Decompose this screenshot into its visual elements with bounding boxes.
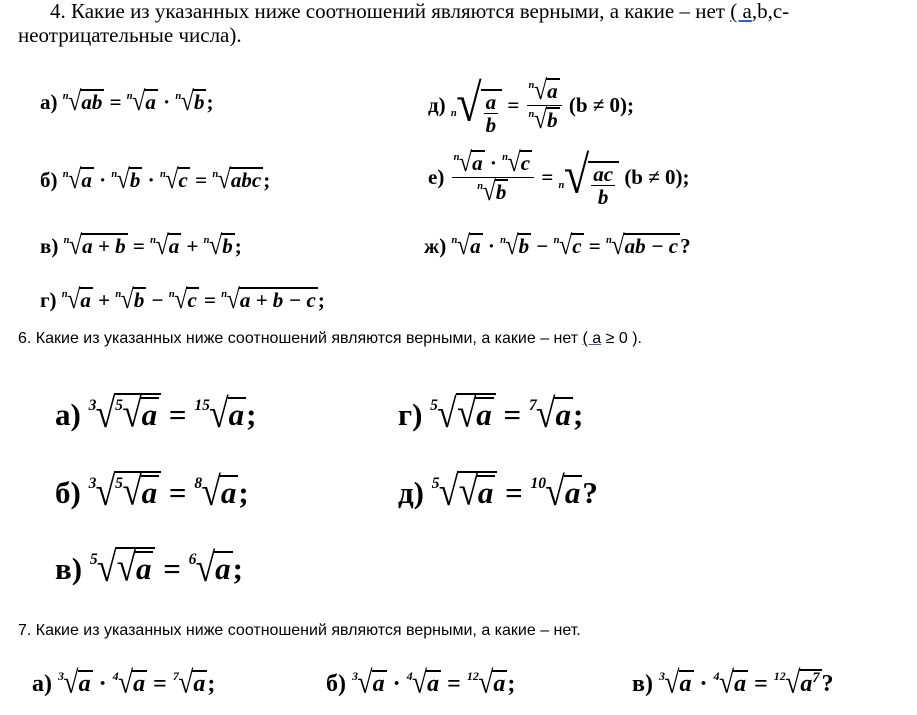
- item-label: б): [326, 671, 346, 697]
- item-label: г): [398, 397, 423, 432]
- item-tail: ;: [263, 168, 271, 192]
- task6-header: [18, 330, 642, 348]
- item-label: д): [428, 93, 446, 118]
- task4-item-a: а) $^n$√ab = $^n$√a · $^n$√b;: [40, 85, 214, 117]
- item-tail: ;: [234, 234, 242, 258]
- item-label: е): [428, 165, 445, 190]
- task4-header-line2: неотрицательные числа).: [18, 23, 242, 47]
- task4-header-end: ,b,c-: [751, 0, 790, 23]
- task4-item-zh: ж) $^n$√a · $^n$√b − $^n$√c = $^n$√ab − c?: [424, 229, 691, 261]
- task7-item-a: а) $^3$√a · $^4$√a = $^7$√a;: [32, 663, 216, 700]
- item-label: а): [55, 397, 81, 432]
- task4-header-link[interactable]: ( a: [730, 0, 752, 23]
- item-label: б): [55, 475, 81, 510]
- task6-item-b: б) $^3$√$^5$√a = $^8$√a;: [55, 467, 249, 514]
- task6-item-d: д) $^5$√√a = $^{10}$√a?: [398, 467, 598, 514]
- task4-item-e: е) $\frac{^n√a \cdot ^n√c}{^n√b}$ = n√ $\frac{ac}{b}$ (b ≠ 0);: [428, 145, 690, 209]
- item-tail: ;: [206, 90, 214, 114]
- task7-item-v: в) $^3√a \cdot ^4√a = ^{12}√a^7$?: [632, 663, 834, 700]
- item-tail: ;: [572, 397, 584, 432]
- task7-item-b: б) $^3$√a · $^4$√a = $^{12}$√a;: [326, 663, 516, 700]
- item-tail: ;: [238, 475, 249, 510]
- task4-header-text: 4. Какие из указанных ниже соотношений являются верными, а какие – нет: [50, 0, 731, 23]
- item-label: в): [40, 234, 59, 258]
- item-label: в): [632, 671, 653, 697]
- item-tail: ;: [232, 551, 243, 586]
- item-tail: ?: [582, 475, 598, 510]
- item-label: д): [398, 475, 425, 510]
- item-label: а): [40, 90, 58, 114]
- item-condition: (b ≠ 0);: [624, 165, 690, 190]
- task6-item-v: в) $^5$√√a = $^6$√a;: [55, 543, 243, 590]
- task4-header-line1: [50, 0, 789, 22]
- task6-header-link[interactable]: ( a: [582, 330, 602, 347]
- item-tail: ;: [207, 671, 216, 697]
- item-label: ж): [424, 234, 447, 258]
- item-label: в): [55, 551, 83, 586]
- task4-item-g: г) $^n$√a + $^n$√b − $^n$√c = $^n$√a + b − c;: [40, 283, 325, 315]
- task6-item-a: а) $^3$√$^5$√a = $^{15}$√a;: [55, 389, 257, 436]
- item-label: а): [32, 671, 52, 697]
- task6-header-end: ≥ 0 ).: [601, 330, 642, 347]
- item-label: б): [40, 168, 58, 192]
- task4-item-b: б) $^n$√a · $^n$√b · $^n$√c = $^n$√abc;: [40, 163, 271, 195]
- item-condition: (b ≠ 0);: [568, 93, 635, 118]
- item-tail: ?: [821, 671, 834, 697]
- task4-item-d: д) n√ $\frac{a}{b}$ = $\frac{^n√a}{^n√b}$ (b ≠ 0);: [428, 73, 635, 137]
- item-tail: ;: [246, 397, 257, 432]
- task6-header-text: 6. Какие из указанных ниже соотношений являются верными, а какие – нет: [18, 330, 583, 347]
- task7-header: 7. Какие из указанных ниже соотношений являются верными, а какие – нет.: [18, 622, 581, 639]
- task6-item-g: г) $^5$√√a = $^7$√a;: [398, 389, 584, 436]
- item-tail: ?: [680, 234, 691, 258]
- task4-item-v: в) $^n$√a + b = $^n$√a + $^n$√b;: [40, 229, 242, 261]
- item-tail: ;: [507, 671, 516, 697]
- item-label: г): [40, 288, 57, 312]
- item-tail: ;: [317, 288, 325, 312]
